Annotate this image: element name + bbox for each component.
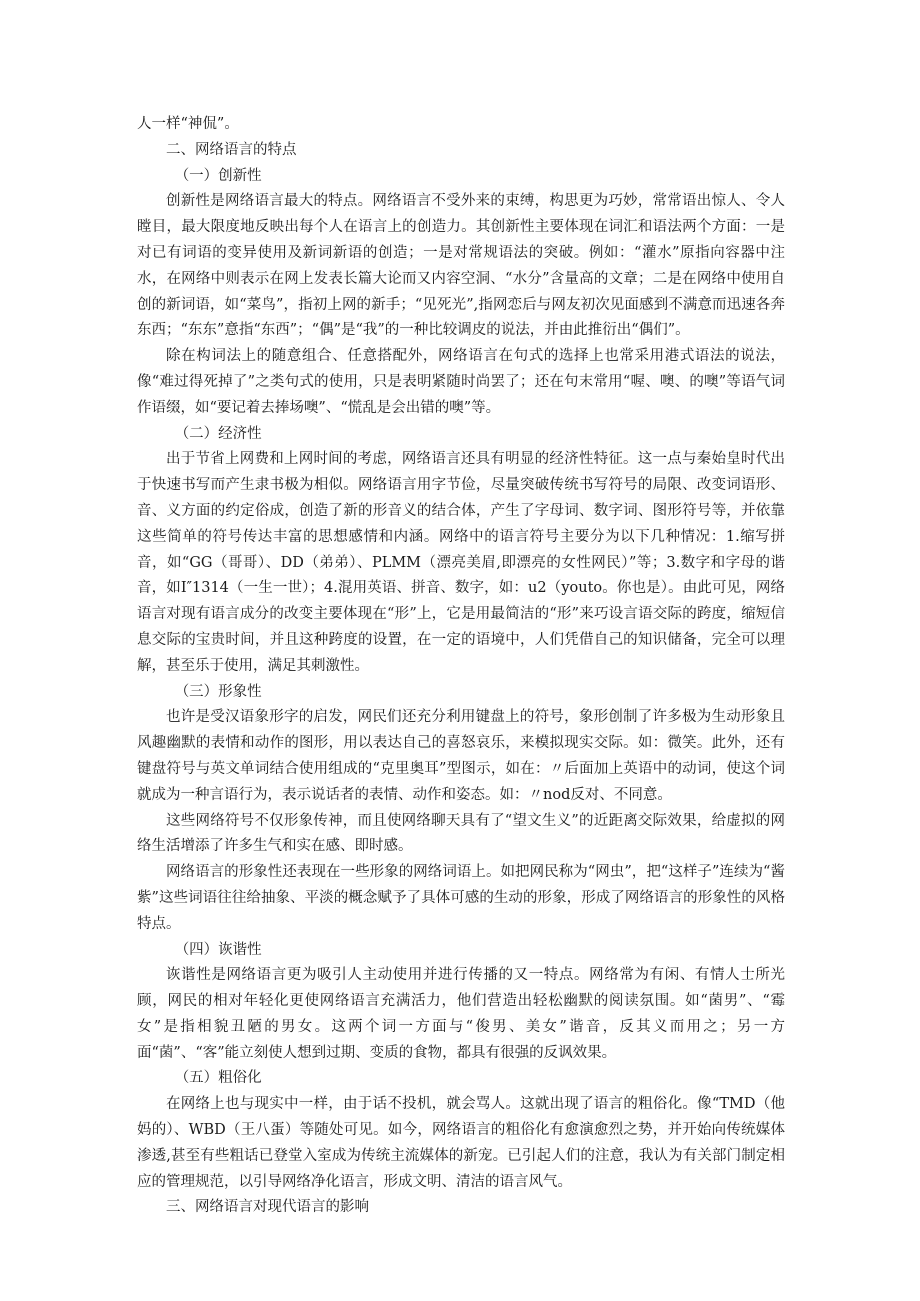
subsection-heading: （四）诙谐性 [174,941,262,958]
paragraph: 这些网络符号不仅形象传神，而且使网络聊天具有了“望文生义”的近距离交际效果，给虚拟的网络生活增添了许多生气和实在感、即时感。 [137,812,785,855]
subsection-heading: （二）经济性 [174,425,262,442]
paragraph: 出于节省上网费和上网时间的考虑，网络语言还具有明显的经济性特征。这一点与秦始皇时代出于快速书写而产生隶书极为相似。网络语言用字节俭，尽量突破传统书写符号的局限、改变词语形、音、义方面的约定俗成，创造了新的形音义的结合体，产生了字母词、数字词、图形符号等，并依靠这些简单的符号传达丰富的思想感情和内涵。网络中的语言符号主要分为以下几种情况：1.缩写拼音，如“GG（哥哥）、DD（弟弟）、PLMM（漂亮美眉,即漂亮的女性网民）”等；3.数字和字母的谐音，如I″1314（一生一世）；4.混用英语、拼音、数字，如：u2（youto。你也是）。由此可见，网络语言对现有语言成分的改变主要体现在“形”上，它是用最简洁的“形”来巧设言语交际的跨度，缩短信息交际的宝贵时间，并且这种跨度的设置，在一定的语境中，人们凭借自己的知识储备，完全可以理解，甚至乐于使用，满足其刺激性。 [137,451,785,674]
paragraph: 也许是受汉语象形字的启发，网民们还充分利用键盘上的符号，象形创制了许多极为生动形象且风趣幽默的表情和动作的图形，用以表达自己的喜怒哀乐，来模拟现实交际。如：微笑。此外，还有键盘符号与英文单词结合使用组成的“克里奥耳”型图示，如在：〃后面加上英语中的动词，使这个词就成为一种言语行为，表示说话者的表情、动作和姿态。如：〃nod反对、不同意。 [137,709,785,803]
paragraph: 创新性是网络语言最大的特点。网络语言不受外来的束缚，构思更为巧妙，常常语出惊人、令人瞠目，最大限度地反映出每个人在语言上的创造力。其创新性主要体现在词汇和语法两个方面：一是对已有词语的变异使用及新词新语的创造；一是对常规语法的突破。例如：“灌水”原指向容器中注水，在网络中则表示在网上发表长篇大论而又内容空洞、“水分”含量高的文章；二是在网络中使用自创的新词语，如“菜鸟”，指初上网的新手；“见死光”,指网恋后与网友初次见面感到不满意而迅速各奔东西；“东东”意指“东西”；“偶”是“我”的一种比较调皮的说法，并由此推衍出“偶们”。 [137,193,785,339]
subsection-heading: （三）形象性 [174,683,262,700]
paragraph: 在网络上也与现实中一样，由于话不投机，就会骂人。这就出现了语言的粗俗化。像“TMD（他妈的）、WBD（王八蛋）等随处可见。如今，网络语言的粗俗化有愈演愈烈之势，并开始向传统媒体渗透,甚至有些粗话已登堂入室成为传统主流媒体的新宠。已引起人们的注意，我认为有关部门制定相应的管理规范，以引导网络净化语言，形成文明、清洁的语言风气。 [137,1096,785,1190]
document-page [137,112,785,1221]
paragraph: 诙谐性是网络语言更为吸引人主动使用并进行传播的又一特点。网络常为有闲、有情人士所光顾，网民的相对年轻化更使网络语言充满活力，他们营造出轻松幽默的阅读氛围。如“菌男”、“霉女”是指相貌丑陋的男女。这两个词一方面与“俊男、美女”谐音，反其义而用之；另一方面“菌”、“客”能立刻使人想到过期、变质的食物，都具有很强的反讽效果。 [137,967,785,1061]
section-heading: 三、网络语言对现代语言的影响 [166,1199,369,1216]
paragraph: 网络语言的形象性还表现在一些形象的网络词语上。如把网民称为“网虫”，把“这样子”连续为“酱紫”这些词语往往给抽象、平淡的概念赋予了具体可感的生动的形象，形成了网络语言的形象性的风格特点。 [137,864,785,932]
subsection-heading: （五）粗俗化 [174,1070,262,1087]
section-heading: 二、网络语言的特点 [166,141,297,158]
subsection-heading: （一）创新性 [174,167,262,184]
continuation-line: 人一样“神侃”。 [137,116,239,132]
paragraph: 除在构词法上的随意组合、任意搭配外，网络语言在句式的选择上也常采用港式语法的说法，像“难过得死掉了”之类句式的使用，只是表明紧随时尚罢了；还在句末常用“喔、噢、的噢”等语气词作语缀，如“要记着去捧场噢”、“慌乱是会出错的噢”等。 [137,348,785,416]
